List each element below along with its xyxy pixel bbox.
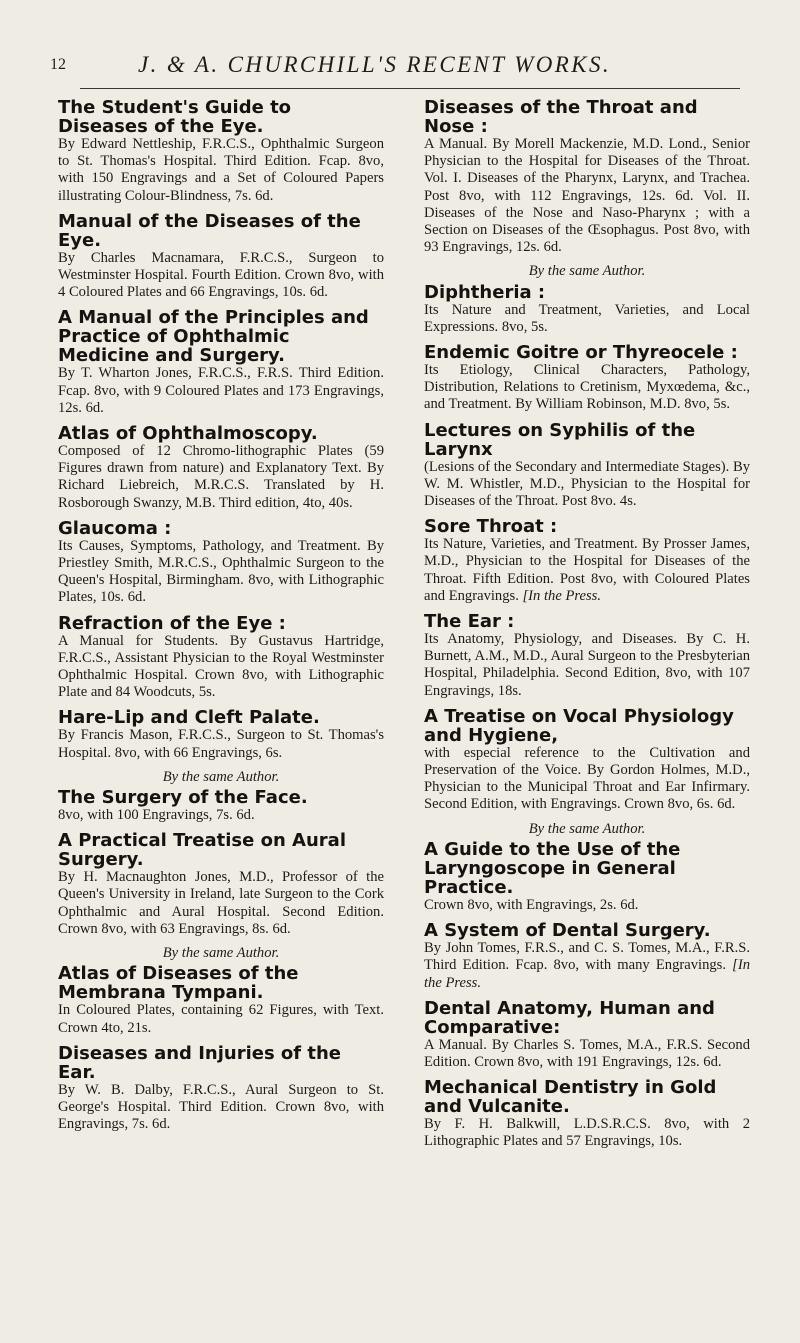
book-title: Dental Anatomy, Human and Comparative: bbox=[424, 997, 715, 1038]
book-title: Diphtheria : bbox=[424, 281, 546, 303]
book-description bbox=[424, 745, 750, 814]
book-description-text: By H. Macnaughton Jones, M.D., Professor of the Queen's University in Ireland, late Surgeon to the Cork Ophthalmic and Aural Hospital. Second Edition. Crown 8vo, with 63 Engravings, 8s. 6d. bbox=[58, 869, 384, 937]
author-attribution: By the same Author. bbox=[528, 820, 646, 837]
book-description-text: By F. H. Balkwill, L.D.S.R.C.S. 8vo, with 2 Lithographic Plates and 57 Engravings, 10s. bbox=[424, 1116, 750, 1150]
book-description-text: A Manual. By Morell Mackenzie, M.D. Lond., Senior Physician to the Hospital for Diseases of the Throat. Vol. I. Diseases of the Pharynx, Larynx, and Trachea. Post 8vo, with 112 Engravings, 12s. 6d. Vol. II. Diseases of the Nose and Naso-Pharynx ; with a Section on Diseases of the Œsophagus. Post 8vo, with 93 Engravings, 12s. 6d. bbox=[424, 136, 750, 256]
book-description-text: By John Tomes, F.R.S., and C. S. Tomes, M.A., F.R.S. Third Edition. Fcap. 8vo, with many Engravings. bbox=[424, 940, 750, 974]
book-description bbox=[58, 365, 384, 417]
book-entry bbox=[58, 964, 384, 1036]
book-title: Lectures on Syphilis of the Larynx bbox=[424, 419, 696, 460]
right-column bbox=[424, 98, 750, 1158]
book-title: A Manual of the Principles and Practice of Ophthalmic Medicine and Surgery. bbox=[58, 307, 369, 367]
running-title: J. & A. CHURCHILL'S RECENT WORKS. bbox=[138, 52, 612, 77]
author-attribution: By the same Author. bbox=[162, 945, 280, 962]
book-title: The Surgery of the Face. bbox=[58, 787, 308, 809]
book-description bbox=[58, 869, 384, 938]
book-description-text: By Charles Macnamara, F.R.C.S., Surgeon to Westminster Hospital. Fourth Edition. Crown 8vo, with 4 Coloured Plates and 66 Engravings, 10s. 6d. bbox=[58, 249, 384, 301]
book-description-text: In Coloured Plates, containing 62 Figures, with Text. Crown 4to, 21s. bbox=[58, 1002, 384, 1036]
book-title: Diseases of the Throat and Nose : bbox=[424, 97, 698, 137]
book-entry bbox=[424, 98, 750, 256]
book-description bbox=[58, 538, 384, 607]
book-entry bbox=[424, 343, 750, 414]
book-entry bbox=[424, 1078, 750, 1150]
book-description bbox=[424, 459, 750, 511]
book-description bbox=[58, 250, 384, 302]
book-entry bbox=[424, 517, 750, 605]
book-entry bbox=[58, 788, 384, 824]
book-description-text: By Francis Mason, F.R.C.S., Surgeon to St. Thomas's Hospital. 8vo, with 66 Engravings, 6s. bbox=[58, 727, 384, 761]
book-title: Glaucoma : bbox=[58, 517, 172, 539]
book-description-text: Its Nature and Treatment, Varieties, and Local Expressions. 8vo, 5s. bbox=[424, 301, 750, 335]
author-attribution: By the same Author. bbox=[162, 768, 280, 785]
book-entry bbox=[424, 999, 750, 1071]
author-attribution: By the same Author. bbox=[528, 263, 646, 280]
book-description-text: Its Anatomy, Physiology, and Diseases. By C. H. Burnett, A.M., M.D., Aural Surgeon to the Presbyterian Hospital, Philadelphia. Second Edition, 8vo, with 107 Engravings, 18s. bbox=[424, 631, 750, 699]
book-description bbox=[58, 443, 384, 512]
book-title: A Guide to the Use of the Laryngoscope in General Practice. bbox=[424, 838, 681, 898]
book-description bbox=[424, 940, 750, 992]
book-description-text: A Manual for Students. By Gustavus Hartridge, F.R.C.S., Assistant Physician to the Royal Westminster Ophthalmic Hospital. Crown 8vo, with Lithographic Plate and 84 Woodcuts, 5s. bbox=[58, 632, 384, 701]
in-press-note: [In the Press. bbox=[522, 587, 601, 604]
book-entry bbox=[424, 840, 750, 914]
book-entry bbox=[424, 283, 750, 336]
book-description bbox=[424, 1037, 750, 1071]
book-title: Manual of the Diseases of the Eye. bbox=[58, 210, 361, 251]
book-description bbox=[58, 727, 384, 761]
in-press-note: [In the Press. bbox=[424, 957, 750, 991]
book-title: Mechanical Dentistry in Gold and Vulcanite. bbox=[424, 1077, 717, 1118]
header-rule bbox=[80, 88, 740, 89]
page-number: 12 bbox=[50, 56, 66, 73]
book-title: A Practical Treatise on Aural Surgery. bbox=[58, 830, 346, 871]
book-entry bbox=[58, 212, 384, 302]
book-description bbox=[424, 302, 750, 336]
book-title: Sore Throat : bbox=[424, 516, 558, 538]
book-description bbox=[424, 897, 750, 914]
book-entry bbox=[58, 1044, 384, 1134]
book-entry bbox=[58, 614, 384, 702]
left-column bbox=[58, 98, 384, 1140]
book-description-text: Its Etiology, Clinical Characters, Pathology, Distribution, Relations to Cretinism, Myxœdema, &c., and Treatment. By William Robinson, M.D. 8vo, 5s. bbox=[424, 362, 750, 413]
book-description bbox=[58, 807, 384, 824]
book-entry bbox=[424, 707, 750, 814]
book-title: The Ear : bbox=[424, 611, 515, 633]
book-description bbox=[58, 1082, 384, 1134]
book-description bbox=[424, 136, 750, 256]
book-title: A Treatise on Vocal Physiology and Hygiene, bbox=[424, 705, 734, 746]
book-description bbox=[58, 633, 384, 702]
book-description bbox=[424, 362, 750, 414]
book-description-text: By T. Wharton Jones, F.R.C.S., F.R.S. Third Edition. Fcap. 8vo, with 9 Coloured Plates and 173 Engravings, 12s. 6d. bbox=[58, 365, 384, 416]
book-description bbox=[58, 1002, 384, 1036]
book-title: Atlas of Diseases of the Membrana Tympani. bbox=[58, 963, 299, 1004]
book-entry bbox=[424, 612, 750, 700]
book-title: Endemic Goitre or Thyreocele : bbox=[424, 342, 738, 364]
book-description bbox=[424, 631, 750, 700]
book-description bbox=[424, 1116, 750, 1150]
book-description-text: 8vo, with 100 Engravings, 7s. 6d. bbox=[58, 807, 255, 824]
book-title: Atlas of Ophthalmoscopy. bbox=[58, 423, 318, 445]
book-title: Hare-Lip and Cleft Palate. bbox=[58, 707, 320, 729]
book-description-text: By W. B. Dalby, F.R.C.S., Aural Surgeon to St. George's Hospital. Third Edition. Crown 8vo, with Engravings, 7s. 6d. bbox=[58, 1081, 384, 1133]
book-description-text: A Manual. By Charles S. Tomes, M.A., F.R.S. Second Edition. Crown 8vo, with 191 Engravings, 12s. 6d. bbox=[424, 1036, 750, 1070]
book-description-text: By Edward Nettleship, F.R.C.S., Ophthalmic Surgeon to St. Thomas's Hospital. Third Edition. Fcap. 8vo, with 150 Engravings and a Set of Coloured Papers illustrating Colour-Blindness, 7s. 6d. bbox=[58, 136, 384, 204]
book-entry bbox=[424, 421, 750, 511]
book-entry bbox=[58, 708, 384, 761]
book-description bbox=[58, 136, 384, 205]
book-entry bbox=[58, 831, 384, 938]
book-description bbox=[424, 536, 750, 605]
book-entry bbox=[58, 519, 384, 607]
book-description-text: Composed of 12 Chromo-lithographic Plates (59 Figures drawn from nature) and Explanatory Text. By Richard Liebreich, M.R.C.S. Translated by H. Rosborough Swanzy, M.B. Third edition, 4to, 40s. bbox=[58, 443, 384, 511]
book-title: Diseases and Injuries of the Ear. bbox=[58, 1042, 342, 1083]
book-entry bbox=[424, 921, 750, 992]
book-description-text: Crown 8vo, with Engravings, 2s. 6d. bbox=[424, 896, 639, 913]
book-title: The Student's Guide to Diseases of the Eye. bbox=[58, 97, 292, 137]
book-entry bbox=[58, 98, 384, 205]
book-description-text: Its Causes, Symptoms, Pathology, and Treatment. By Priestley Smith, M.R.C.S., Ophthalmic Surgeon to the Queen's Hospital, Birmingham. 8vo, with Lithographic Plates, 10s. 6d. bbox=[58, 537, 384, 606]
book-description-text: Its Nature, Varieties, and Treatment. By Prosser James, M.D., Physician to the Hospital for Diseases of the Throat. Fifth Edition. Post 8vo, with Coloured Plates and Engravings. bbox=[424, 536, 750, 604]
book-title: A System of Dental Surgery. bbox=[424, 920, 711, 942]
book-description-text: (Lesions of the Secondary and Intermediate Stages). By W. M. Whistler, M.D., Physician to the Hospital for Diseases of the Throat. Post 8vo. 4s. bbox=[424, 458, 750, 510]
book-description-text: with especial reference to the Cultivation and Preservation of the Voice. By Gordon Holmes, M.D., Physician to the Municipal Throat and Ear Infirmary. Second Edition, with Engravings. Crown 8vo, 6s. 6d. bbox=[424, 744, 750, 813]
page-header bbox=[20, 52, 780, 92]
book-entry bbox=[58, 424, 384, 512]
book-entry bbox=[58, 308, 384, 417]
book-title: Refraction of the Eye : bbox=[58, 612, 286, 634]
